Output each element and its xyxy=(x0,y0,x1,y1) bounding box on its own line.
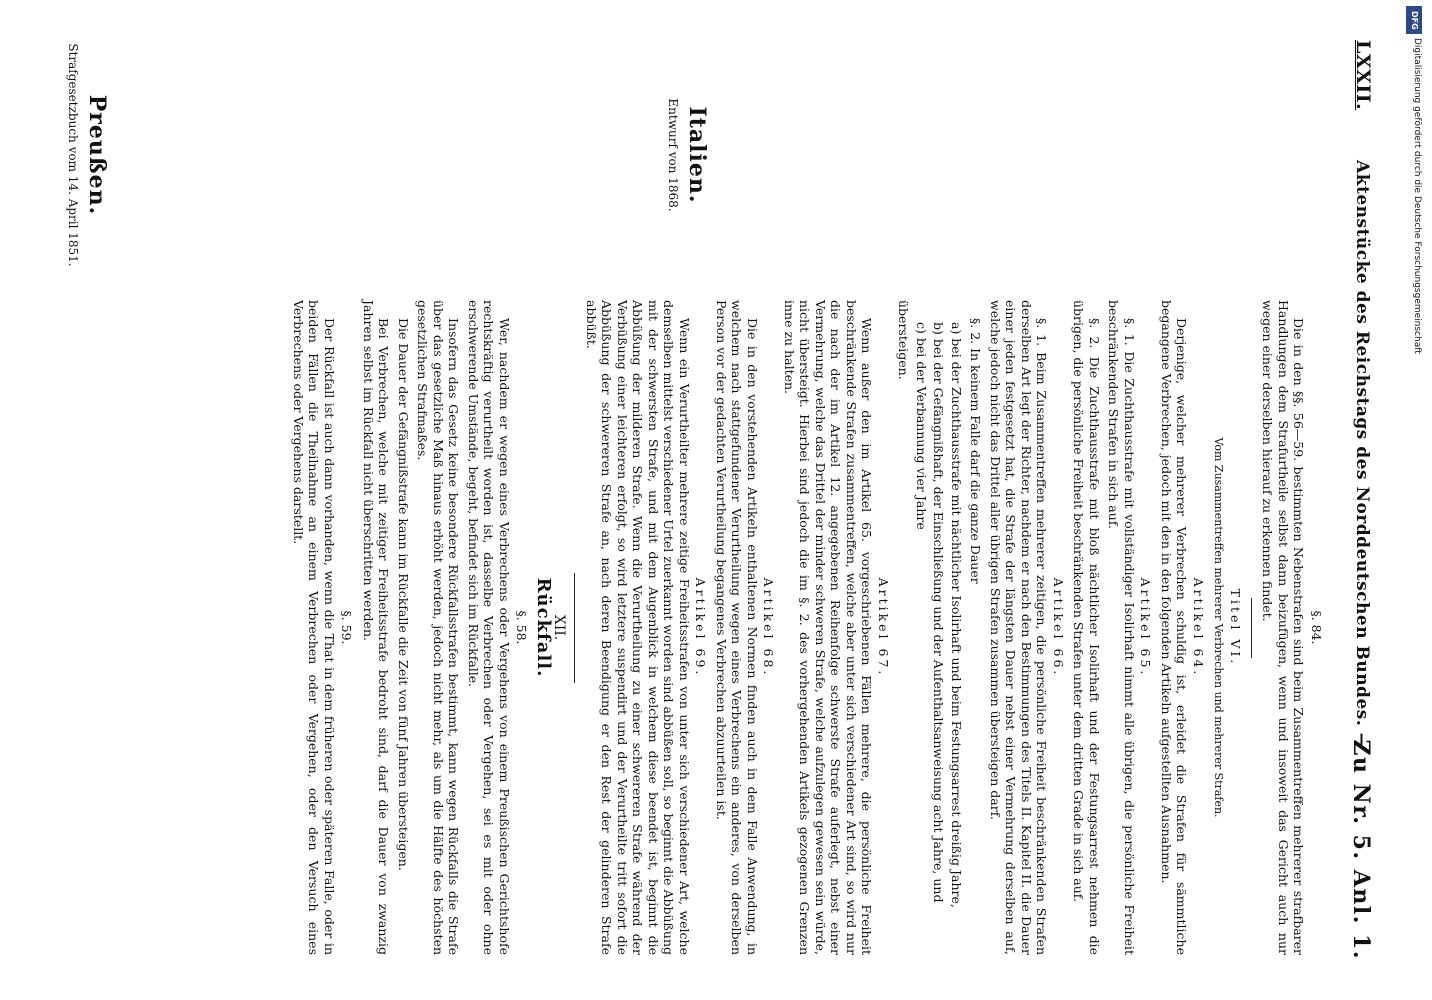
article-text: §. 1. Beim Zusammentreffen mehrerer zeitigen, die persönliche Freiheit beschränkenden Strafen derselben Art legt der Richter, nachdem er nach den Bestimmungen des Titels II. Kapitel II. die Dauer einer jeden festgesetzt hat, die Strafe der längsten Dauer nebst einer Vermehrung derselben auf, welche jedoch nicht das Drittel aller übrigen Strafen zusammen übersteigen darf. xyxy=(988,300,1050,955)
article-text: Wenn außer den im Artikel 65. vorgeschriebenen Fällen mehrere, die persönliche Freiheit beschränkende Strafen zusammentreffen, welche aber unter sich verschiedener Art sind, so wird nur die nach der im Artikel 12. angegebenen Reihenfolge schwerste Strafe auferlegt, nebst einer Vermehrung, welche das Drittel der minder schweren Strafe, welche aufzulegen gewesen sein würde, nicht übersteigt. Hierbei sind jedoch die im §. 2. des vorhergehenden Artikels gezogenen Grenzen inne zu halten. xyxy=(782,300,875,955)
article-heading: Artikel 69. xyxy=(693,577,709,678)
dfg-credit-text: Digitalisierung gefördert durch die Deutsche Forschungsgemeinschaft xyxy=(1412,38,1422,354)
paragraph-text: Die Dauer der Gefängnißstrafe kann im Rückfalle die Zeit von fünf Jahren übersteigen. xyxy=(396,318,411,871)
source-prussia: Strafgesetzbuch vom 14. April 1851. xyxy=(66,43,80,267)
section-number: XII. xyxy=(551,614,568,641)
paragraph-text: Der Rückfall ist auch dann vorhanden, wenn die That in dem früheren oder späteren Falle, oder in beiden Fällen die Theilnahme an einem Verbrechen oder Vergehen, oder den Versuch eines Verbrechens oder Vergehens darstellt. xyxy=(291,300,337,955)
list-item: c) bei der Verbannung vier Jahre xyxy=(914,322,929,530)
country-heading-italy: Italien. xyxy=(684,106,710,204)
title-heading: Titel VI. xyxy=(1228,588,1243,667)
article-text: §. 1. Die Zuchthausstrafe mit vollständiger Isolirhaft nimmt alle übrigen, die persönliche Freiheit beschränkenden Strafen in sich auf. xyxy=(1106,300,1137,955)
paragraph-number: §. 59. xyxy=(339,610,355,645)
article-text: Die in den vorstehenden Artikeln enthaltenen Normen finden auch in dem Falle Anwendung, in welchem nach stattgefundener Verurtheilung wegen eines Verbrechens ein anderes, von derselben Person vor der gedachten Verurtheilung begangenes Verbrechen abzuurteilen ist. xyxy=(714,300,760,955)
section-title: Rückfall. xyxy=(533,577,554,678)
article-heading: Artikel 66. xyxy=(1051,577,1066,678)
paragraph-text: Insofern das Gesetz keine besondere Rückfallsstrafen bestimmt, kann wegen Rückfalls die Strafe über das gesetzliche Maß hinaus erhöht werden, jedoch nicht mehr, als um die Hälfte des höchsten gesetzlichen Strafmaßes. xyxy=(415,300,462,955)
article-text: übersteigen. xyxy=(896,300,912,380)
page-header xyxy=(1330,40,1374,960)
source-italy: Entwurf von 1868. xyxy=(666,98,680,212)
running-title: Aktenstücke des Reichstags des Norddeutschen Bundes. — xyxy=(1352,160,1372,751)
list-item: a) bei der Zuchthausstrafe mit nächtlicher Isolirhaft und beim Festungsarrest dreißig Jahre, xyxy=(949,322,964,908)
title-subheading: Vom Zusammentreffen mehrerer Verbrechen und mehrerer Strafen. xyxy=(1212,437,1226,818)
article-heading: Artikel 64. xyxy=(1191,577,1206,678)
article-text: Derjenige, welcher mehrerer Verbrechen schuldig ist, erleidet die Strafen für sämmtliche begangene Verbrechen, jedoch mit den in den folgenden Artikeln aufgestellten Ausnahmen. xyxy=(1159,300,1190,955)
paragraph-text: Die in den §§. 56—59. bestimmten Nebenstrafen sind beim Zusammentreffen mehrerer strafbarer Handlungen dem Strafurtheile selbst dann beizufügen, wenn und insoweit das Gericht auch nur wegen einer derselben hierauf zu erkennen findet. xyxy=(1260,300,1307,955)
page-number: LXXII. xyxy=(1352,40,1374,111)
article-text: Wenn ein Verurtheilter mehrere zeitige Freiheitsstrafen von unter sich verschiedener Art, welche demselben mittelst verschiedener Urtel zuerkannt worden sind abbüßen soll, so beginnt die Abbüßung mit der schwersten Strafe, und mit dem Augenblick in welchem diese beendet ist, beginnt die Abbüßung der milderen Strafe. Wenn die Verurtheilung zu einer schwereren Strafe während der Verbüßung einer leichteren erfolgt, so wird letztere suspendirt und der Verurtheilte tritt sofort die Abbüßung der schwereren Strafe an, nach deren Beendigung er den Rest der gelinderen Strafe abbüßt. xyxy=(584,300,692,955)
article-heading: Artikel 68. xyxy=(761,577,777,678)
paragraph-text: Bei Verbrechen, welche mit zeitiger Freiheitsstrafe bedroht sind, darf die Dauer von zwanzig Jahren selbst im Rückfall nicht überschritten werden. xyxy=(361,300,392,955)
list-item: b) bei der Gefängnißhaft, der Einschließung und der Aufenthaltsanweisung acht Jahre, und xyxy=(931,322,947,903)
italy-column xyxy=(287,300,1331,955)
margin-prussia xyxy=(66,40,110,270)
country-heading-prussia: Preußen. xyxy=(84,94,110,216)
article-text: §. 2. Die Zuchthausstrafe mit bloß nächtlicher Isolirhaft und der Festungsarrest nehmen die übrigen, die persönliche Freiheit beschränkenden Strafen unter dem dritten Grade in sich auf. xyxy=(1071,300,1102,955)
dfg-logo: DFG xyxy=(1406,6,1422,34)
divider xyxy=(1251,598,1252,658)
paragraph-text: Wer, nachdem er wegen eines Verbrechens oder Vergehens von einem Preußischen Gerichtshofe rechtskräftig verurtheilt worden ist, dasselbe Verbrechen oder Vergehen, sei es mit oder ohne erschwerende Umstände, begeht, befindet sich im Rückfalle. xyxy=(466,300,512,955)
divider xyxy=(575,573,576,683)
paragraph-number: §. 58. xyxy=(514,610,530,645)
article-text: §. 2. In keinem Falle darf die ganze Dauer xyxy=(968,318,984,584)
margin-italy xyxy=(666,40,710,270)
article-heading: Artikel 65. xyxy=(1138,577,1154,678)
dfg-credit xyxy=(1406,6,1422,386)
paragraph-number: §. 84. xyxy=(1309,610,1324,645)
article-heading: Artikel 67. xyxy=(876,577,891,678)
document-reference: Zu Nr. 5. Anl. 1. xyxy=(1348,739,1374,960)
